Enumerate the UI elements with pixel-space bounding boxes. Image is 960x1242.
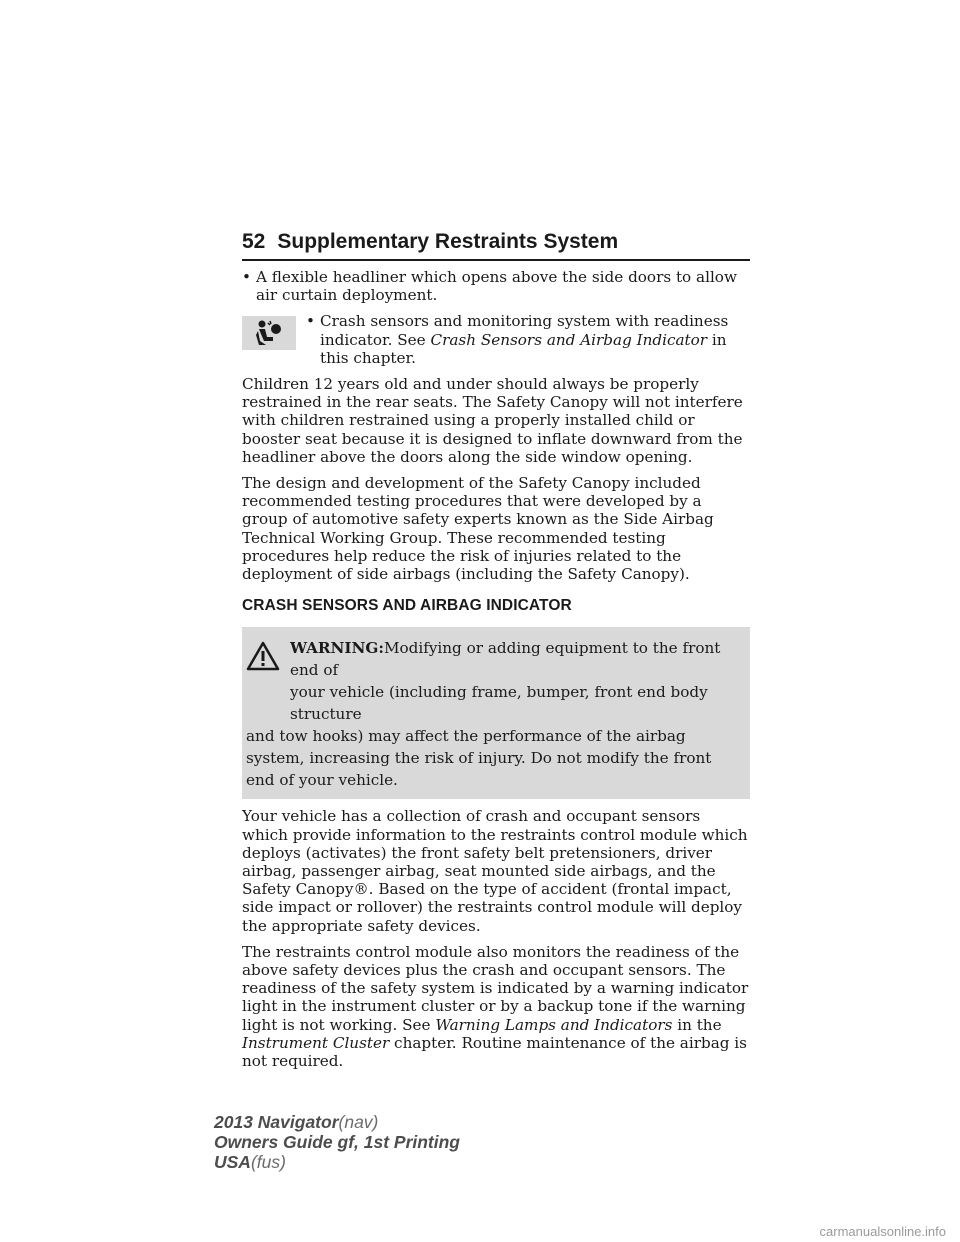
icon-bullet-text xyxy=(320,312,750,367)
icon-bullet xyxy=(242,312,750,367)
icon-bullet-prefix: Crash sensors and monitoring system with readiness indicator. See xyxy=(320,312,729,349)
warning-box xyxy=(242,627,750,799)
footer-model-code: (nav) xyxy=(338,1112,379,1132)
airbag-warning-icon xyxy=(242,316,296,350)
warning-label: WARNING: xyxy=(290,639,384,658)
footer-region-code: (fus) xyxy=(250,1152,286,1172)
icon-bullet-item xyxy=(306,312,750,367)
section-heading: CRASH SENSORS AND AIRBAG INDICATOR xyxy=(242,597,572,615)
header-rule xyxy=(242,259,750,261)
monitoring-text-1: The restraints control module also monitors the readiness of the above safety devices plus the crash and occupant sensors. The readiness of the safety system is indicated by a warning indicator light in the instrument cluster or by a backup tone if the warning light is not working. See xyxy=(242,942,749,1034)
site-watermark: carmanualsonline.info xyxy=(819,1224,946,1239)
warning-triangle-icon xyxy=(246,641,286,725)
warning-lines xyxy=(290,637,740,725)
warning-line-1-text: Modifying or adding equipment to the front end of xyxy=(290,639,721,680)
warning-lamps-link[interactable]: Warning Lamps and Indicators xyxy=(435,1015,673,1034)
page-number: 52 xyxy=(242,230,266,253)
icon-bullet-suffix: in this chapter. xyxy=(320,330,727,367)
footer-region: USA xyxy=(214,1152,251,1172)
warning-line-2: your vehicle (including frame, bumper, front end body structure xyxy=(290,683,708,724)
bullet-item xyxy=(242,268,750,304)
monitoring-text-2: in the xyxy=(672,1015,722,1034)
footer-line-3 xyxy=(214,1152,460,1172)
footer-line-2: Owners Guide gf, 1st Printing xyxy=(214,1132,460,1152)
paragraph-children: Children 12 years old and under should always be properly restrained in the rear seats. The Safety Canopy will not interfere with children restrained using a properly installed child or booster seat because it is designed to inflate downward from the headliner above the doors along the side window opening. xyxy=(242,375,743,466)
footer-model: 2013 Navigator xyxy=(214,1112,339,1132)
bullet-text: A flexible headliner which opens above the side doors to allow air curtain deployment. xyxy=(256,268,737,305)
paragraph-design: The design and development of the Safety Canopy included recommended testing procedures that were developed by a group of automotive safety experts known as the Side Airbag Technical Working Group. These recommended testing procedures help reduce the risk of injuries related to the deployment of side airbags (including the Safety Canopy). xyxy=(242,474,714,584)
page-header xyxy=(242,230,750,254)
bullet-dot: • xyxy=(242,268,251,286)
warning-rest: and tow hooks) may affect the performance of the airbag system, increasing the risk of injury. Do not modify the front end of your vehicle. xyxy=(246,727,712,790)
paragraph-sensors: Your vehicle has a collection of crash and occupant sensors which provide information to the restraints control module which deploys (activates) the front safety belt pretensioners, driver airbag, passenger airbag, seat mounted side airbags, and the Safety Canopy®. Based on the type of accident (frontal impact, side impact or rollover) the restraints control module will deploy the appropriate safety devices. xyxy=(242,807,748,935)
page-content xyxy=(242,268,750,1078)
instrument-cluster-link[interactable]: Instrument Cluster xyxy=(242,1033,390,1052)
warning-first-block xyxy=(244,637,740,725)
bullet-dot: • xyxy=(306,312,315,331)
paragraph-monitoring xyxy=(242,943,750,1070)
print-footer xyxy=(214,1112,460,1172)
chapter-title: Supplementary Restraints System xyxy=(277,230,619,253)
crash-sensors-link[interactable]: Crash Sensors and Airbag Indicator xyxy=(430,330,708,349)
monitoring-text-3: chapter. Routine maintenance of the airbag is not required. xyxy=(242,1033,747,1071)
warning-line-1 xyxy=(290,637,740,681)
footer-line-1 xyxy=(214,1112,460,1132)
